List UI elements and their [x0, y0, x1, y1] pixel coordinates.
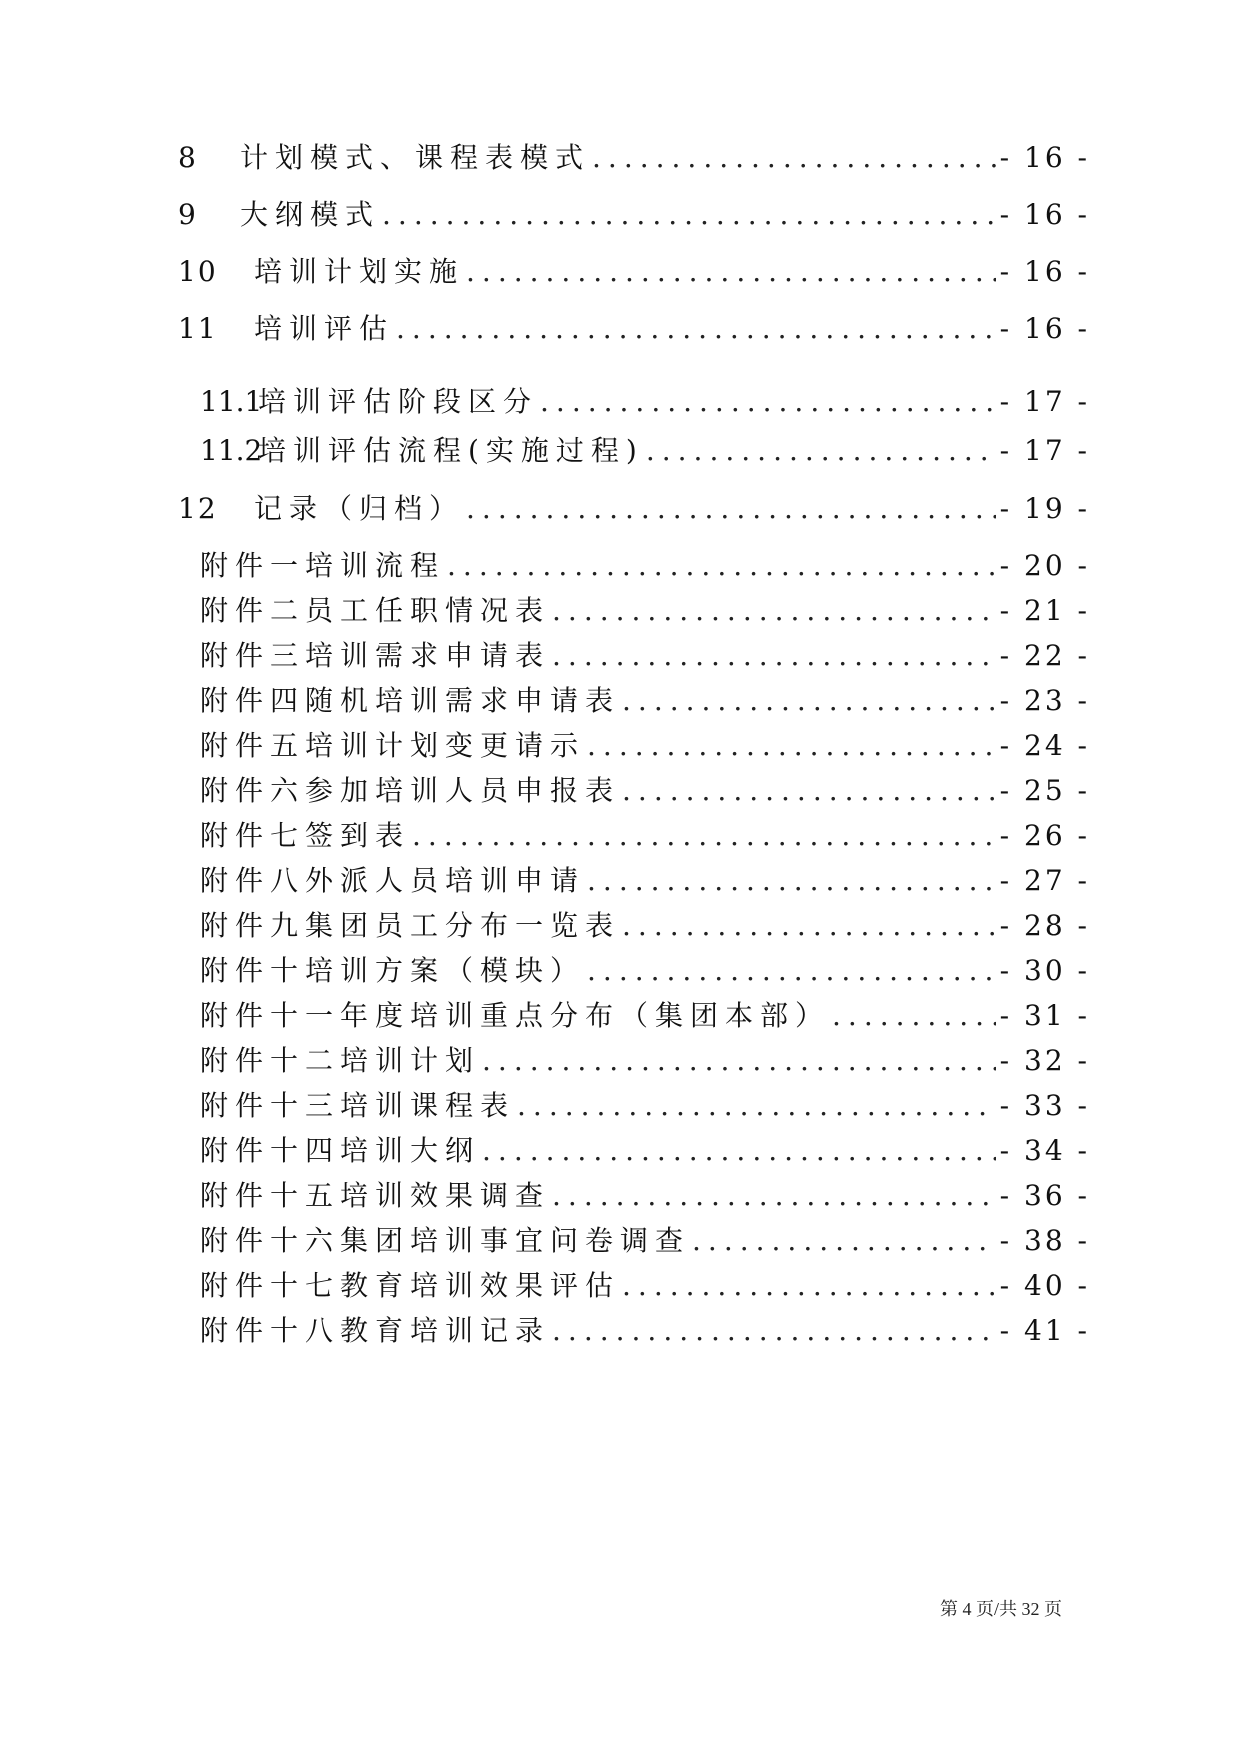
toc-leader-dots: [552, 591, 996, 631]
toc-entry-title: 计划模式、课程表模式: [240, 141, 591, 174]
toc-entry-number: 8: [178, 141, 198, 174]
toc-entry-11-1[interactable]: [200, 382, 1090, 422]
toc-entry-appendix-14[interactable]: [200, 1131, 1090, 1171]
toc-leader-dots: [482, 1131, 996, 1171]
toc-entry-page: - 16 -: [999, 312, 1090, 345]
toc-entry-title: 附件七签到表: [200, 819, 411, 852]
toc-entry-title: 记录（归档）: [254, 492, 465, 525]
toc-entry-page: - 16 -: [999, 141, 1090, 174]
toc-entry-page: - 26 -: [999, 819, 1090, 852]
toc-entry-title: 附件六参加培训人员申报表: [200, 774, 621, 807]
toc-entry-appendix-12[interactable]: [200, 1041, 1090, 1081]
toc-leader-dots: [832, 996, 996, 1036]
toc-entry-title: 附件十六集团培训事宜问卷调查: [200, 1224, 691, 1257]
toc-leader-dots: [587, 951, 996, 991]
toc-leader-dots: [482, 1041, 996, 1081]
toc-entry-title: 附件十二培训计划: [200, 1044, 481, 1077]
toc-entry-9[interactable]: [178, 195, 1090, 235]
toc-entry-title: 附件十七教育培训效果评估: [200, 1269, 621, 1302]
toc-entry-appendix-5[interactable]: [200, 726, 1090, 766]
toc-leader-dots: [587, 726, 996, 766]
toc-entry-title: 培训计划实施: [254, 255, 465, 288]
toc-entry-page: - 23 -: [999, 684, 1090, 717]
toc-entry-title: 附件一培训流程: [200, 549, 446, 582]
toc-entry-page: - 19 -: [999, 492, 1090, 525]
toc-leader-dots: [412, 816, 996, 856]
toc-entry-title: 附件九集团员工分布一览表: [200, 909, 621, 942]
toc-entry-title: 附件十培训方案（模块）: [200, 954, 586, 987]
toc-entry-appendix-13[interactable]: [200, 1086, 1090, 1126]
toc-entry-page: - 33 -: [999, 1089, 1090, 1122]
toc-leader-dots: [692, 1221, 996, 1261]
toc-entry-page: - 16 -: [999, 255, 1090, 288]
toc-leader-dots: [382, 195, 996, 235]
toc-entry-number: 11.2: [200, 434, 263, 467]
toc-entry-10[interactable]: [178, 252, 1090, 292]
toc-entry-appendix-8[interactable]: [200, 861, 1090, 901]
toc-entry-appendix-6[interactable]: [200, 771, 1090, 811]
toc-entry-page: - 22 -: [999, 639, 1090, 672]
toc-leader-dots: [622, 771, 996, 811]
toc-entry-title: 培训评估阶段区分: [258, 385, 539, 418]
toc-entry-page: - 17 -: [999, 434, 1090, 467]
toc-entry-page: - 40 -: [999, 1269, 1090, 1302]
toc-entry-page: - 24 -: [999, 729, 1090, 762]
toc-entry-appendix-4[interactable]: [200, 681, 1090, 721]
toc-entry-page: - 38 -: [999, 1224, 1090, 1257]
toc-entry-title: 培训评估: [254, 312, 395, 345]
toc-leader-dots: [396, 309, 996, 349]
toc-entry-appendix-10[interactable]: [200, 951, 1090, 991]
toc-leader-dots: [587, 861, 996, 901]
toc-entry-appendix-15[interactable]: [200, 1176, 1090, 1216]
toc-leader-dots: [447, 546, 996, 586]
toc-entry-page: - 17 -: [999, 385, 1090, 418]
toc-entry-page: - 21 -: [999, 594, 1090, 627]
toc-entry-title: 附件十五培训效果调查: [200, 1179, 551, 1212]
toc-entry-page: - 41 -: [999, 1314, 1090, 1347]
toc-entry-appendix-7[interactable]: [200, 816, 1090, 856]
toc-leader-dots: [517, 1086, 996, 1126]
toc-entry-page: - 25 -: [999, 774, 1090, 807]
toc-entry-title: 附件五培训计划变更请示: [200, 729, 586, 762]
toc-entry-title: 附件八外派人员培训申请: [200, 864, 586, 897]
toc-entry-title: 附件十三培训课程表: [200, 1089, 516, 1122]
toc-entry-page: - 31 -: [999, 999, 1090, 1032]
toc-leader-dots: [622, 681, 996, 721]
toc-entry-title: 大纲模式: [240, 198, 381, 231]
toc-entry-appendix-2[interactable]: [200, 591, 1090, 631]
toc-entry-title: 附件十八教育培训记录: [200, 1314, 551, 1347]
toc-entry-page: - 32 -: [999, 1044, 1090, 1077]
toc-entry-title: 培训评估流程(实施过程): [258, 434, 644, 467]
toc-entry-page: - 36 -: [999, 1179, 1090, 1212]
toc-leader-dots: [622, 1266, 996, 1306]
toc-leader-dots: [466, 252, 996, 292]
toc-entry-number: 11.1: [200, 385, 263, 418]
toc-entry-appendix-18[interactable]: [200, 1311, 1090, 1351]
toc-entry-title: 附件四随机培训需求申请表: [200, 684, 621, 717]
toc-entry-11-2[interactable]: [200, 431, 1090, 471]
toc-entry-page: - 30 -: [999, 954, 1090, 987]
toc-leader-dots: [552, 1176, 996, 1216]
toc-leader-dots: [592, 138, 996, 178]
toc-leader-dots: [466, 489, 996, 529]
toc-entry-page: - 16 -: [999, 198, 1090, 231]
toc-entry-11[interactable]: [178, 309, 1090, 349]
toc-entry-page: - 34 -: [999, 1134, 1090, 1167]
toc-entry-appendix-16[interactable]: [200, 1221, 1090, 1261]
toc-entry-title: 附件十四培训大纲: [200, 1134, 481, 1167]
toc-leader-dots: [540, 382, 996, 422]
toc-entry-page: - 28 -: [999, 909, 1090, 942]
toc-entry-title: 附件三培训需求申请表: [200, 639, 551, 672]
toc-entry-page: - 20 -: [999, 549, 1090, 582]
toc-leader-dots: [552, 636, 996, 676]
toc-entry-number: 9: [178, 198, 198, 231]
toc-leader-dots: [646, 431, 996, 471]
toc-leader-dots: [622, 906, 996, 946]
page-footer: 第 4 页/共 32 页: [940, 1599, 1063, 1619]
toc-entry-number: 11: [178, 312, 218, 345]
toc-entry-title: 附件二员工任职情况表: [200, 594, 551, 627]
toc-entry-page: - 27 -: [999, 864, 1090, 897]
toc-entry-8[interactable]: [178, 138, 1090, 178]
toc-entry-number: 10: [178, 255, 218, 288]
toc-leader-dots: [552, 1311, 996, 1351]
toc-entry-appendix-3[interactable]: [200, 636, 1090, 676]
toc-entry-appendix-1[interactable]: [200, 546, 1090, 586]
toc-entry-appendix-9[interactable]: [200, 906, 1090, 946]
toc-entry-number: 12: [178, 492, 218, 525]
toc-entry-appendix-11[interactable]: [200, 996, 1090, 1036]
toc-entry-appendix-17[interactable]: [200, 1266, 1090, 1306]
toc-entry-title: 附件十一年度培训重点分布（集团本部）: [200, 999, 831, 1032]
toc-entry-12[interactable]: [178, 489, 1090, 529]
